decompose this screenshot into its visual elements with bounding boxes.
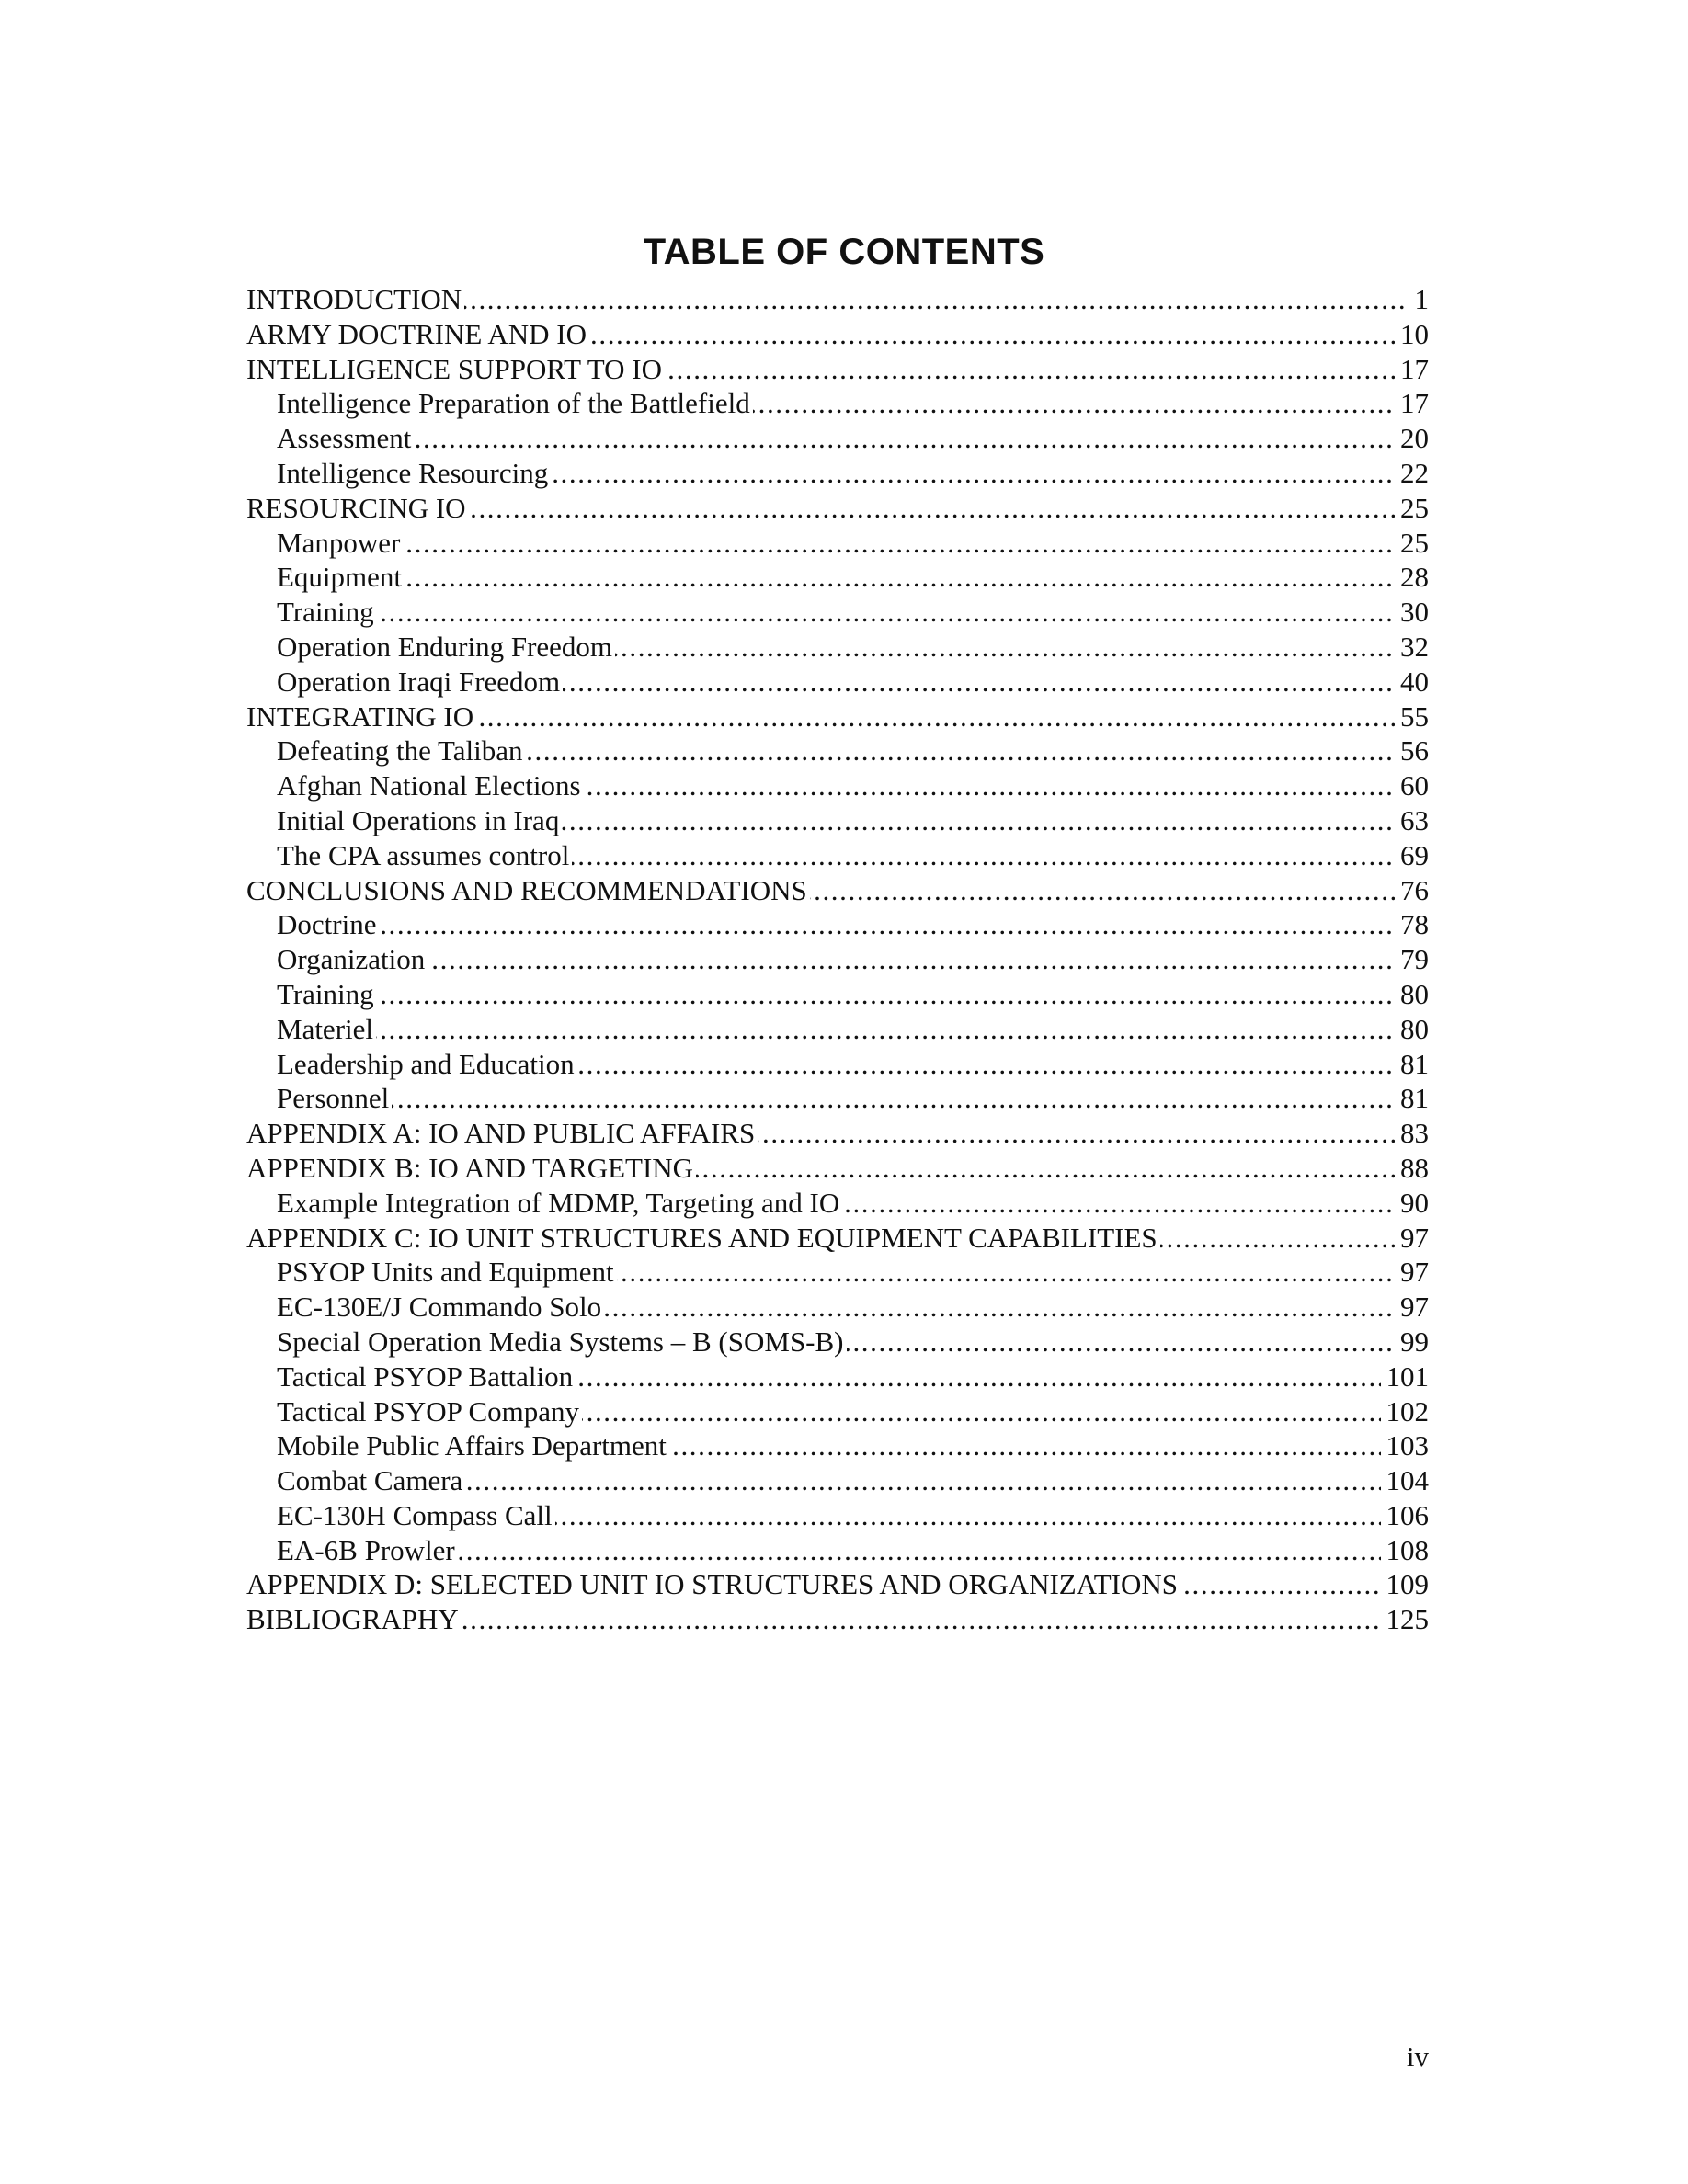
- toc-entry-title: APPENDIX C: IO UNIT STRUCTURES AND EQUIPMENT CAPABILITIES: [246, 1222, 1160, 1254]
- toc-entry-page: 56: [1395, 734, 1429, 768]
- toc-entry-page: 80: [1395, 1012, 1429, 1047]
- toc-entry-page: 83: [1395, 1116, 1429, 1151]
- toc-entry-title: Intelligence Resourcing: [277, 457, 551, 489]
- toc-entry[interactable]: [246, 526, 1429, 561]
- dot-leader: [277, 526, 1429, 561]
- toc-entry-page: 69: [1395, 838, 1429, 873]
- toc-entry-title: Tactical PSYOP Company: [277, 1395, 582, 1428]
- toc-entry[interactable]: [246, 665, 1429, 700]
- toc-entry-page: 108: [1381, 1533, 1430, 1568]
- toc-entry[interactable]: [246, 1325, 1429, 1359]
- toc-entry[interactable]: [246, 1186, 1429, 1221]
- toc-entry[interactable]: [246, 1221, 1429, 1256]
- toc-entry-page: 63: [1395, 803, 1429, 838]
- toc-entry-page: 99: [1395, 1325, 1429, 1359]
- toc-entry-page: 60: [1395, 768, 1429, 803]
- toc-entry[interactable]: [246, 1151, 1429, 1186]
- toc-entry[interactable]: [246, 700, 1429, 734]
- toc-entry-title: RESOURCING IO: [246, 492, 469, 524]
- toc-entry-title: Equipment: [277, 561, 405, 593]
- toc-entry-title: Personnel: [277, 1082, 392, 1114]
- toc-entry-page: 28: [1395, 560, 1429, 595]
- toc-entry-title: Leadership and Education: [277, 1048, 577, 1080]
- toc-entry[interactable]: [246, 1359, 1429, 1394]
- toc-entry[interactable]: [246, 421, 1429, 456]
- toc-entry-title: Training: [277, 596, 377, 628]
- toc-entry[interactable]: [246, 838, 1429, 873]
- toc-entry-page: 76: [1395, 873, 1429, 908]
- toc-entry-page: 17: [1395, 352, 1429, 387]
- toc-entry-page: 25: [1395, 526, 1429, 561]
- toc-entry-page: 22: [1395, 456, 1429, 491]
- toc-entry[interactable]: [246, 1567, 1429, 1602]
- toc-entry[interactable]: [246, 630, 1429, 665]
- page-title: TABLE OF CONTENTS: [643, 231, 1045, 272]
- toc-entry[interactable]: [246, 734, 1429, 768]
- toc-entry-page: 40: [1395, 665, 1429, 700]
- toc-entry-title: Operation Enduring Freedom: [277, 631, 615, 663]
- toc-entry-title: EC-130H Compass Call: [277, 1499, 555, 1531]
- toc-entry-page: 17: [1395, 386, 1429, 421]
- toc-entry[interactable]: [246, 317, 1429, 352]
- dot-leader: [277, 1081, 1429, 1116]
- toc-entry-title: INTRODUCTION: [246, 283, 464, 315]
- toc-entry[interactable]: [246, 873, 1429, 908]
- toc-entry-title: The CPA assumes control: [277, 839, 572, 871]
- toc-entry-title: Materiel: [277, 1013, 376, 1045]
- toc-entry[interactable]: [246, 803, 1429, 838]
- toc-entry-page: 79: [1395, 942, 1429, 977]
- dot-leader: [277, 907, 1429, 942]
- toc-entry-page: 104: [1381, 1463, 1430, 1498]
- dot-leader: [277, 1012, 1429, 1047]
- toc-entry-page: 106: [1381, 1498, 1430, 1533]
- toc-entry-title: Combat Camera: [277, 1464, 465, 1496]
- toc-entry-title: PSYOP Units and Equipment: [277, 1256, 617, 1288]
- toc-entry[interactable]: [246, 386, 1429, 421]
- toc-entry[interactable]: [246, 1498, 1429, 1533]
- toc-entry-title: Doctrine: [277, 908, 379, 940]
- toc-entry-title: Special Operation Media Systems – B (SOMS-B): [277, 1325, 847, 1358]
- toc-entry-title: Mobile Public Affairs Department: [277, 1429, 669, 1462]
- toc-entry-title: Initial Operations in Iraq: [277, 804, 562, 836]
- toc-entry-page: 81: [1395, 1081, 1429, 1116]
- toc-entry-page: 97: [1395, 1255, 1429, 1290]
- toc-entry-title: Operation Iraqi Freedom: [277, 665, 563, 698]
- toc-entry-title: APPENDIX D: SELECTED UNIT IO STRUCTURES AND ORGANIZATIONS: [246, 1568, 1180, 1600]
- toc-entry[interactable]: [246, 768, 1429, 803]
- toc-entry[interactable]: [246, 1047, 1429, 1082]
- toc-entry-title: Assessment: [277, 422, 414, 454]
- toc-entry-title: Afghan National Elections: [277, 769, 584, 802]
- toc-entry-page: 109: [1381, 1567, 1430, 1602]
- toc-entry-title: Intelligence Preparation of the Battlefield: [277, 387, 753, 419]
- toc-entry-page: 97: [1395, 1290, 1429, 1325]
- toc-entry[interactable]: [246, 977, 1429, 1012]
- toc-entry[interactable]: [246, 1081, 1429, 1116]
- table-of-contents: [246, 282, 1429, 1637]
- dot-leader: [277, 942, 1429, 977]
- toc-entry[interactable]: [246, 1602, 1429, 1637]
- toc-entry-title: INTEGRATING IO: [246, 700, 476, 733]
- toc-entry-title: CONCLUSIONS AND RECOMMENDATIONS: [246, 874, 810, 906]
- toc-entry-title: Defeating the Taliban: [277, 734, 526, 767]
- page-number: iv: [1406, 2041, 1429, 2073]
- toc-entry-title: ARMY DOCTRINE AND IO: [246, 318, 589, 350]
- toc-entry-page: 88: [1395, 1151, 1429, 1186]
- toc-entry-title: APPENDIX B: IO AND TARGETING: [246, 1152, 696, 1184]
- toc-entry-page: 102: [1381, 1394, 1430, 1429]
- toc-entry-page: 90: [1395, 1186, 1429, 1221]
- toc-entry[interactable]: [246, 907, 1429, 942]
- toc-entry-page: 20: [1395, 421, 1429, 456]
- dot-leader: [277, 421, 1429, 456]
- toc-entry-title: Manpower: [277, 527, 403, 559]
- toc-entry[interactable]: [246, 1255, 1429, 1290]
- toc-entry[interactable]: [246, 352, 1429, 387]
- toc-entry-title: Tactical PSYOP Battalion: [277, 1360, 576, 1393]
- toc-entry-page: 1: [1409, 282, 1430, 317]
- toc-entry[interactable]: [246, 456, 1429, 491]
- toc-entry-page: 103: [1381, 1428, 1430, 1463]
- toc-entry-page: 80: [1395, 977, 1429, 1012]
- toc-entry-page: 97: [1395, 1221, 1429, 1256]
- toc-entry[interactable]: [246, 491, 1429, 526]
- toc-entry-page: 30: [1395, 595, 1429, 630]
- toc-entry-page: 10: [1395, 317, 1429, 352]
- toc-entry-title: INTELLIGENCE SUPPORT TO IO: [246, 353, 665, 385]
- toc-entry-title: APPENDIX A: IO AND PUBLIC AFFAIRS: [246, 1117, 758, 1149]
- toc-entry-page: 55: [1395, 700, 1429, 734]
- toc-entry-page: 32: [1395, 630, 1429, 665]
- toc-entry[interactable]: [246, 595, 1429, 630]
- toc-entry-page: 101: [1381, 1359, 1430, 1394]
- toc-entry-title: Organization: [277, 943, 428, 975]
- dot-leader: [277, 560, 1429, 595]
- toc-entry[interactable]: [246, 1533, 1429, 1568]
- dot-leader: [277, 595, 1429, 630]
- toc-entry[interactable]: [246, 282, 1429, 317]
- toc-entry[interactable]: [246, 560, 1429, 595]
- toc-entry-page: 81: [1395, 1047, 1429, 1082]
- toc-entry[interactable]: [246, 1394, 1429, 1429]
- toc-entry-page: 78: [1395, 907, 1429, 942]
- dot-leader: [277, 977, 1429, 1012]
- toc-entry[interactable]: [246, 1463, 1429, 1498]
- toc-entry-page: 25: [1395, 491, 1429, 526]
- toc-entry-page: 125: [1381, 1602, 1430, 1637]
- toc-entry-title: Training: [277, 978, 377, 1010]
- toc-entry[interactable]: [246, 1116, 1429, 1151]
- toc-entry[interactable]: [246, 1290, 1429, 1325]
- toc-entry-title: EC-130E/J Commando Solo: [277, 1291, 604, 1323]
- toc-entry[interactable]: [246, 1428, 1429, 1463]
- toc-entry[interactable]: [246, 1012, 1429, 1047]
- toc-entry-title: EA-6B Prowler: [277, 1534, 458, 1566]
- toc-entry-title: BIBLIOGRAPHY: [246, 1603, 462, 1635]
- toc-entry-title: Example Integration of MDMP, Targeting and IO: [277, 1187, 842, 1219]
- toc-entry[interactable]: [246, 942, 1429, 977]
